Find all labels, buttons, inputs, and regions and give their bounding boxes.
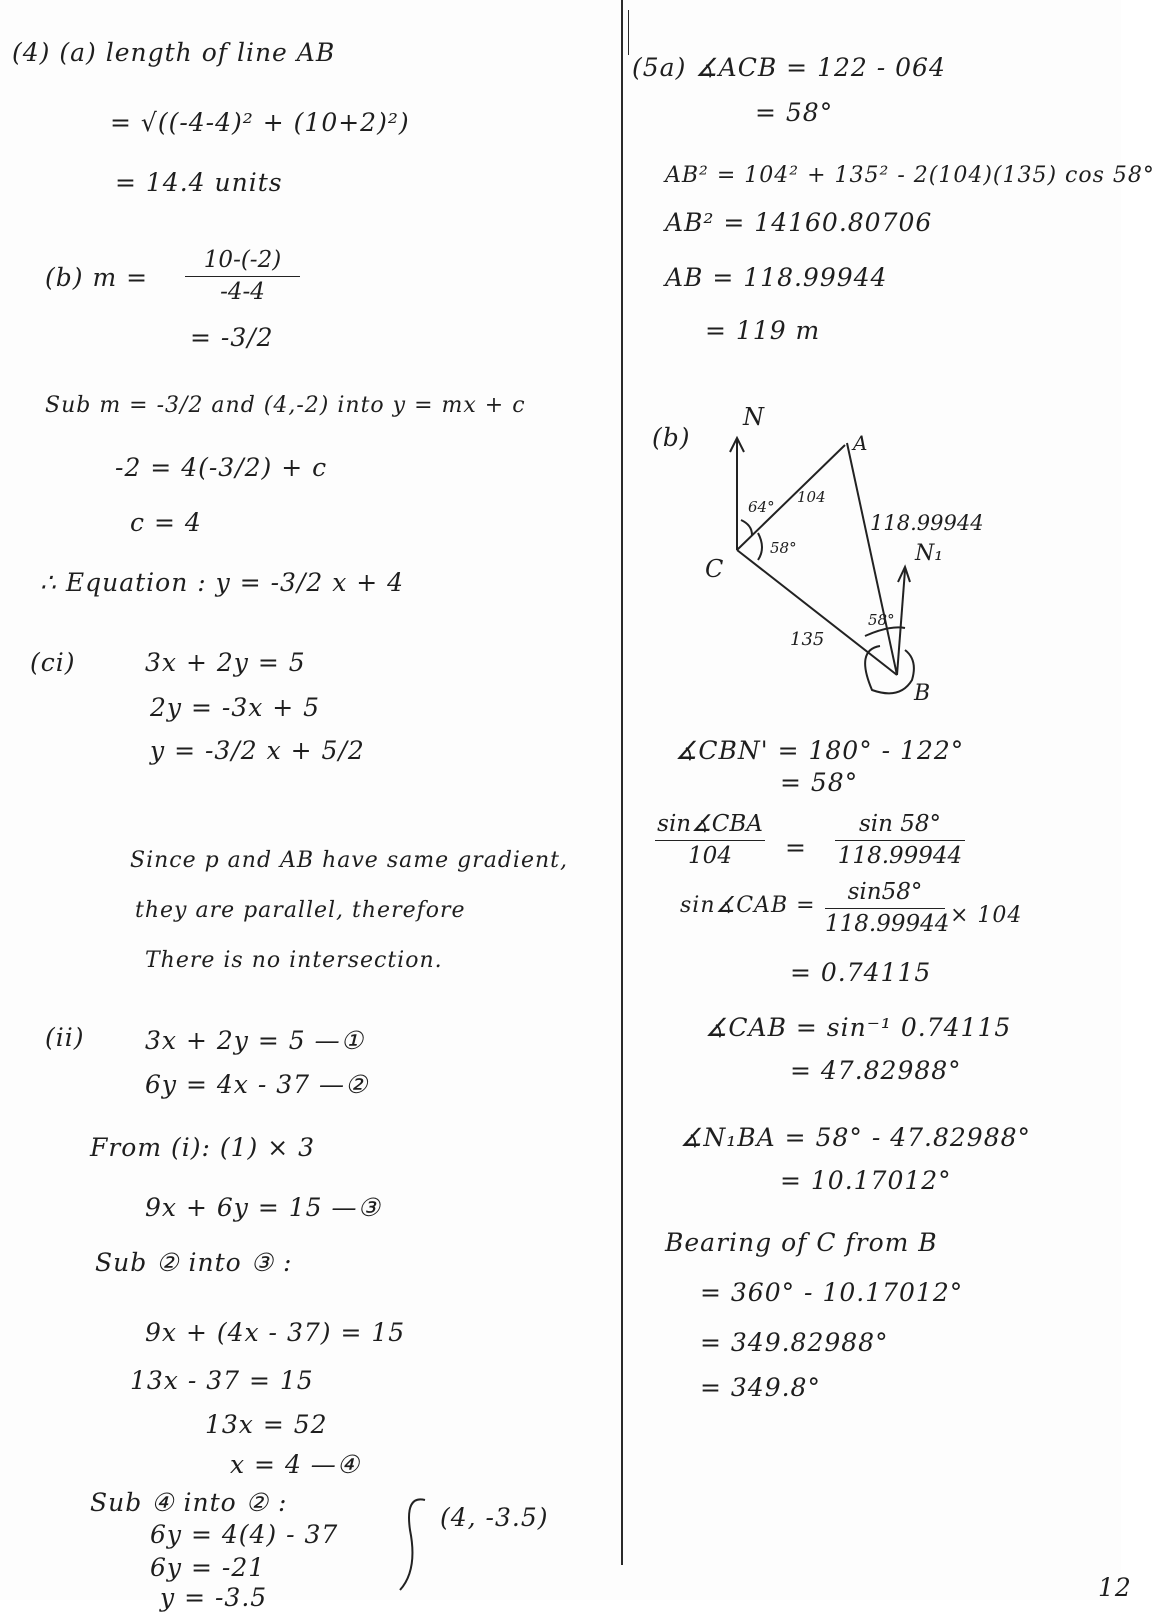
q4b-denominator: -4-4 [220,279,265,306]
angle-arc-58-b [865,627,905,636]
q4ii-line2: 6y = 4x - 37 —② [145,1070,369,1099]
q5b-line7: ∡N₁BA = 58° - 47.82988° [680,1123,1032,1152]
q4b-eq1: -2 = 4(-3/2) + c [115,453,328,482]
q5b-line4: = 0.74115 [790,958,932,987]
q5b-line3-lhs: sin∡CAB = [680,893,816,918]
q4b-eq2: c = 4 [130,508,202,537]
north-line-b [897,570,905,675]
column-divider-mark [628,10,629,55]
label-c: C [705,555,724,583]
angle-arc-64 [741,520,752,535]
side-ca [737,445,845,550]
q4ci-line2: 2y = -3x + 5 [150,693,321,722]
label-angle-58-c: 58° [770,539,797,557]
sine-rule-rhs-num: sin 58° [858,811,942,837]
q4ii-line1: 3x + 2y = 5 —① [145,1026,364,1055]
q5b-line6: = 47.82988° [790,1056,962,1085]
label-side-ab: 118.99944 [870,511,984,535]
label-side-135: 135 [790,629,825,650]
q4b-label: (b) m = [45,263,149,292]
q4ii-line9: 6y = -21 [150,1553,266,1582]
q4ci-label: (ci) [30,648,76,677]
q4ci-text1: Since p and AB have same gradient, [130,848,568,873]
sine-rule-rhs-den: 118.99944 [837,843,963,870]
sine-rule-lhs-den: 104 [688,843,732,870]
q5b-line8: = 10.17012° [780,1166,952,1195]
label-a: A [853,431,868,455]
q4ci-text3: There is no intersection. [145,948,443,973]
q4ii-label: (ii) [45,1023,85,1052]
q5b-line12: = 349.8° [700,1373,821,1402]
q4b-result: ∴ Equation : y = -3/2 x + 4 [40,568,405,597]
q4b-substitution: Sub m = -3/2 and (4,-2) into y = mx + c [45,393,526,418]
sine-rule-lhs-num: sin∡CBA [657,811,763,837]
label-angle-58-b: 58° [868,611,895,629]
label-angle-64: 64° [748,498,775,516]
q4a-heading: (4) (a) length of line AB [12,38,336,67]
sine-rule-lhs [655,812,765,870]
q5a-line1: (5a) ∡ACB = 122 - 064 [632,53,946,82]
q4ii-sub2: Sub ④ into ② : [90,1488,288,1517]
q5b-line3-num: sin58° [847,879,923,905]
side-cb [737,550,897,675]
q4a-line1: = √((-4-4)² + (10+2)²) [110,108,410,137]
page-number: 12 [1098,1573,1132,1602]
q5b-line3-tail: × 104 [950,903,1023,928]
q4b-line2: = -3/2 [190,323,274,352]
q5a-line2: = 58° [755,98,834,127]
q5b-line10: = 360° - 10.17012° [700,1278,964,1307]
q4b-gradient-fraction [185,248,300,306]
q4b-numerator: 10-(-2) [203,247,282,273]
q4ii-line4: 9x + (4x - 37) = 15 [145,1318,406,1347]
q4ii-from: From (i): (1) × 3 [90,1133,316,1162]
q4ii-line10: y = -3.5 [160,1583,268,1612]
angle-arc-58-c [758,533,762,560]
q4ci-text2: they are parallel, therefore [135,898,466,923]
q5a-line4: AB² = 14160.80706 [665,208,933,237]
q5a-line5: AB = 118.99944 [665,263,888,292]
q4ii-line5: 13x - 37 = 15 [130,1366,314,1395]
label-n: N [743,403,764,431]
q4ii-line3: 9x + 6y = 15 —③ [145,1193,381,1222]
north-arrow-c [730,438,744,452]
q5b-line11: = 349.82988° [700,1328,889,1357]
q5b-line3-den: 118.99944 [825,911,950,938]
column-divider [621,0,623,1565]
q4ii-line8: 6y = 4(4) - 37 [150,1520,339,1549]
q4ci-line3: y = -3/2 x + 5/2 [150,736,365,765]
q5a-line6: = 119 m [705,316,821,345]
q4ii-line7: x = 4 —④ [230,1450,361,1479]
sine-rule-equals: = [785,833,807,862]
q4ci-line1: 3x + 2y = 5 [145,648,306,677]
q5b-line5: ∡CAB = sin⁻¹ 0.74115 [705,1013,1012,1042]
q4ii-answer: (4, -3.5) [440,1503,549,1532]
q5a-line3: AB² = 104² + 135² - 2(104)(135) cos 58° [665,163,1155,188]
q5b-line1: ∡CBN' = 180° - 122° [675,736,965,765]
label-side-104: 104 [797,488,826,506]
q4ii-line6: 13x = 52 [205,1410,328,1439]
q4ii-sub1: Sub ② into ③ : [95,1248,293,1277]
label-b: B [914,681,931,706]
sine-rule-rhs [835,812,965,870]
side-ab [847,443,897,675]
q4a-line2: = 14.4 units [115,168,283,197]
q5b-label: (b) [652,423,691,452]
reflex-angle-arc-b [865,646,914,693]
q5b-line2: = 58° [780,768,859,797]
label-n1: N₁ [915,541,944,566]
north-arrow-b [898,567,910,582]
q5b-line9: Bearing of C from B [665,1228,938,1257]
q5b-line3-fraction [825,879,950,938]
